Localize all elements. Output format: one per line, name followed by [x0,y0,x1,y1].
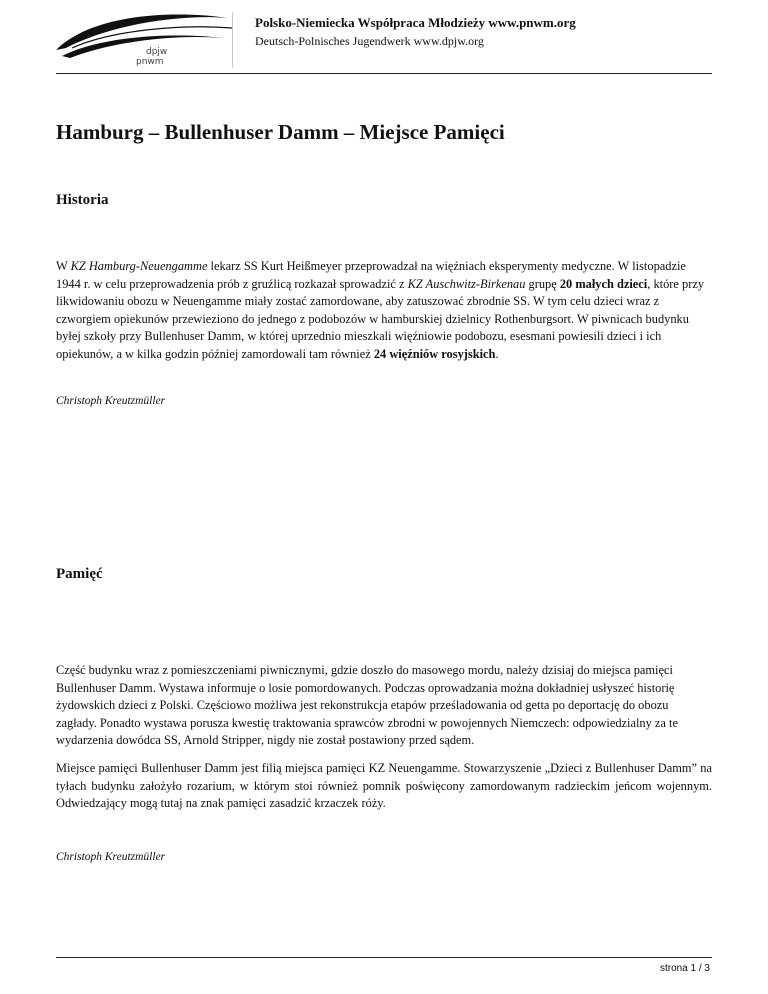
author-pamiec: Christoph Kreutzmüller [56,851,166,863]
text-run: lekarz SS Kurt Heißmeyer przeprowadzał na więźniach eksperymenty medyczne. W listopadzie 1944 r. w celu przeprowadzenia prób z gruźlicą rozkazał sprowadzić z [56,259,686,291]
header-line-dpjw: Deutsch-Polnisches Jugendwerk www.dpjw.org [255,34,484,48]
author-historia: Christoph Kreutzmüller [56,395,166,407]
section-heading-pamiec: Pamięć [56,566,103,582]
pamiec-paragraph-2: Miejsce pamięci Bullenhuser Damm jest filią miejsca pamięci KZ Neuengamme. Stowarzyszenie „Dzieci z Bullenhuser Damm” na tyłach budynku założyło rozarium, w którym stoi również pomnik poświęcony zamordowanym radzieckim jeńcom wojennym. Odwiedzający mogą tutaj na znak pamięci zasadzić krzaczek róży. [56,761,712,810]
page-title: Hamburg – Bullenhuser Damm – Miejsce Pamięci [56,120,505,144]
page-header [0,0,768,74]
italic-run: KZ Auschwitz-Birkenau [407,276,526,291]
header-line-pnwm: Polsko-Niemiecka Współpraca Młodzieży www.pnwm.org [255,15,576,30]
pamiec-paragraph-1: Część budynku wraz z pomieszczeniami piwnicznymi, gdzie doszło do masowego mordu, należy dzisiaj do miejsca pamięci Bullenhuser Damm. Wystawa informuje o losie pomordowanych. Podczas oprowadzania można dokładniej usłyszeć historię żydowskich dzieci z Polski. Częściowo możliwa jest rekonstrukcja etapów prześladowania od getta po deportację do obozu zagłady. Ponadto wystawa porusza kwestię traktowania sprawców zbrodni w powojennych Niemczech: odpowiedzialny za te wydarzenia dowódca SS, Arnold Stripper, nigdy nie został postawiony przed sądem. [56,663,678,747]
dpjw-pnwm-logo [52,10,242,70]
header-separator [232,12,233,68]
text-run: . [495,346,499,361]
historia-paragraph [56,258,712,363]
text-run: grupę [525,276,560,291]
logo-text-dpjw: dpjw [146,47,168,57]
bold-run: 24 więźniów rosyjskich [373,346,496,361]
bold-run: 20 małych dzieci [559,276,648,291]
italic-run: KZ Hamburg-Neuengamme [70,259,208,273]
page-number: strona 1 / 3 [659,963,710,974]
header-rule [56,73,712,74]
logo-text-pnwm: pnwm [136,57,164,67]
text-run: W [56,259,71,273]
footer-rule [56,957,712,958]
text-run: , które przy likwidowaniu obozu w Neuengamme miały zostać zamordowane, aby zatuszować zbrodnie SS. W tym celu dzieci wraz z czworgiem opiekunów przewieziono do jednego z podobozów w hamburskiej dzielnicy Rothenburgsort. W piwnicach budynku byłej szkoły przy Bullenhuser Damm, w której uprzednio mieszkali więźniowie podobozu, esesmani powiesili dzieci i ich opiekunów, a w kilka godzin później zamordowali tam również [56,276,705,361]
section-heading-historia: Historia [56,192,109,208]
